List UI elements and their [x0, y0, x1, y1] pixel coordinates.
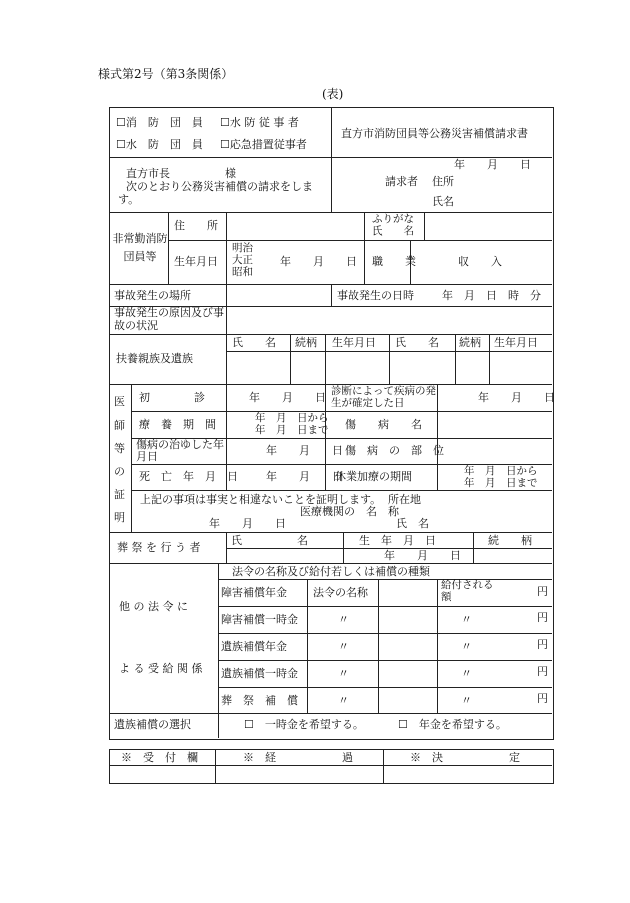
ditto-law-4: 〃 [338, 667, 349, 680]
doctor-side-char-4: の [114, 465, 125, 478]
income-label: 収 入 [458, 255, 502, 268]
addressee: 直方市長 様 [126, 167, 236, 180]
job-label: 職 業 [372, 255, 416, 268]
yen-4: 円 [537, 665, 548, 678]
family-header-name-1: 氏 名 [232, 336, 276, 349]
check-flood-member[interactable]: ☐水 防 団 員 [116, 138, 203, 151]
claimant-label: 請求者 [385, 175, 418, 188]
injury-name-label: 傷 病 名 [345, 418, 422, 431]
survivor-choice-label: 遺族補償の選択 [114, 718, 191, 731]
benefit-item-5: 葬 祭 補 償 [221, 694, 298, 707]
other-law-header: 法令の名称及び給付若しくは補償の種類 [232, 565, 430, 578]
request-statement: 次のとおり公務災害補償の請求をします。 [118, 180, 313, 206]
family-header-birth-1: 生年月日 [332, 336, 376, 349]
first-visit-ymd: 年 月 日 [249, 391, 326, 404]
funeral-rel-header: 続 柄 [488, 534, 532, 547]
accident-place-label: 事故発生の場所 [114, 289, 191, 302]
benefit-item-3: 遺族補償年金 [221, 640, 287, 653]
yen-3: 円 [537, 638, 548, 651]
check-fire-member[interactable]: ☐消 防 団 員 [116, 116, 203, 129]
treatment-from: 年 月 日から [255, 412, 329, 424]
death-ymd: 年 月 日 [266, 470, 343, 483]
furigana-label: ふりがな [372, 213, 414, 225]
birth-ymd: 年 月 日 [280, 255, 357, 268]
claimant-address-label: 住所 [432, 175, 454, 188]
family-label: 扶養親族及遺族 [116, 352, 193, 365]
treatment-period-label: 療 養 期 間 [139, 418, 216, 431]
form-number: 様式第2号（第3条関係） [98, 67, 234, 81]
doctor-side-char-1: 医 [114, 395, 125, 408]
choice-annuity[interactable]: ☐ 年金を希望する。 [398, 718, 507, 731]
first-visit-label: 初 診 [139, 391, 205, 404]
accident-cause-label: 事故発生の原因及び事故の状況 [114, 306, 224, 332]
diagnosis-date-label: 診断によって疾病の発生が確定した日 [331, 385, 436, 409]
era-taisho: 大正 [232, 254, 253, 266]
doctor-side-char-3: 等 [114, 442, 125, 455]
certification-date: 年 月 日 [209, 517, 286, 530]
family-header-rel-1: 続柄 [295, 336, 317, 349]
funeral-birth-header: 生 年 月 日 [359, 534, 436, 547]
ditto-law-5: 〃 [338, 694, 349, 707]
era-meiji: 明治 [232, 242, 253, 254]
choice-lump-sum[interactable]: ☐ 一時金を希望する。 [244, 718, 364, 731]
form-title: 直方市消防団員等公務災害補償請求書 [341, 127, 528, 140]
ditto-paid-3: 〃 [461, 640, 472, 653]
claimant-name-label: 氏名 [432, 195, 454, 208]
ditto-law-2: 〃 [338, 613, 349, 626]
injury-part-label: 傷 病 の 部 位 [345, 444, 444, 457]
check-flood-worker[interactable]: ☐水 防 従 事 者 [220, 116, 299, 129]
diagnosis-ymd: 年 月 日 [478, 391, 555, 404]
yen-1: 円 [537, 585, 548, 598]
birth-label: 生年月日 [174, 255, 218, 268]
doctor-side-char-6: 明 [114, 511, 125, 524]
yen-5: 円 [537, 692, 548, 705]
leave-to: 年 月 日まで [464, 477, 538, 489]
ditto-paid-4: 〃 [461, 667, 472, 680]
benefit-item-2: 障害補償一時金 [221, 613, 298, 626]
doctor-side-char-5: 証 [114, 488, 125, 501]
other-law-label-1: 他 の 法 令 に [119, 600, 188, 613]
funeral-person-label: 葬 祭 を 行 う 者 [117, 541, 201, 554]
family-header-name-2: 氏 名 [395, 336, 439, 349]
era-showa: 昭和 [232, 266, 253, 278]
ditto-paid-2: 〃 [461, 613, 472, 626]
check-emergency-worker[interactable]: ☐応急措置従事者 [220, 138, 307, 151]
institution-name-label: 医療機関の 名 称 [300, 505, 399, 518]
benefit-item-4: 遺族補償一時金 [221, 667, 298, 680]
funeral-name-header: 氏 名 [231, 534, 308, 547]
certification-text: 上記の事項は事実と相違ないことを証明します。 [140, 493, 382, 506]
decision-column: ※ 決 定 [410, 751, 520, 764]
member-address-label: 住 所 [174, 219, 218, 232]
other-law-label-2: よ る 受 給 関 係 [119, 662, 203, 675]
form-side: (表) [322, 87, 344, 101]
funeral-birth-ymd: 年 月 日 [384, 549, 461, 562]
doctor-name-label: 氏 名 [396, 517, 429, 530]
yen-2: 円 [537, 611, 548, 624]
request-date: 年 月 日 [454, 158, 531, 171]
benefit-item-1: 障害補償年金 [221, 586, 287, 599]
law-name-header: 法令の名称 [313, 586, 368, 599]
member-name-label: 氏 名 [372, 225, 414, 237]
healed-date-label: 傷病の治ゆした年月日 [136, 438, 224, 463]
member-section-label: 非常勤消防団員等 [112, 232, 168, 263]
ditto-paid-5: 〃 [461, 694, 472, 707]
progress-column: ※ 経 過 [243, 751, 353, 764]
doctor-side-char-2: 師 [114, 419, 125, 432]
death-date-label: 死 亡 年 月 日 [139, 470, 238, 483]
leave-from: 年 月 日から [464, 465, 538, 477]
reception-column: ※ 受 付 欄 [121, 751, 198, 764]
paid-amount-header: 給付される額 [441, 579, 494, 603]
family-header-birth-2: 生年月日 [494, 336, 538, 349]
leave-period-label: 休業加療の期間 [335, 470, 412, 483]
healed-ymd: 年 月 日 [266, 444, 343, 457]
ditto-law-3: 〃 [338, 640, 349, 653]
treatment-to: 年 月 日まで [255, 424, 329, 436]
accident-datetime-label: 事故発生の日時 [337, 289, 414, 302]
institution-address-label: 所在地 [388, 493, 421, 506]
family-header-rel-2: 続柄 [459, 336, 481, 349]
accident-datetime-value: 年 月 日 時 分 [442, 289, 541, 302]
